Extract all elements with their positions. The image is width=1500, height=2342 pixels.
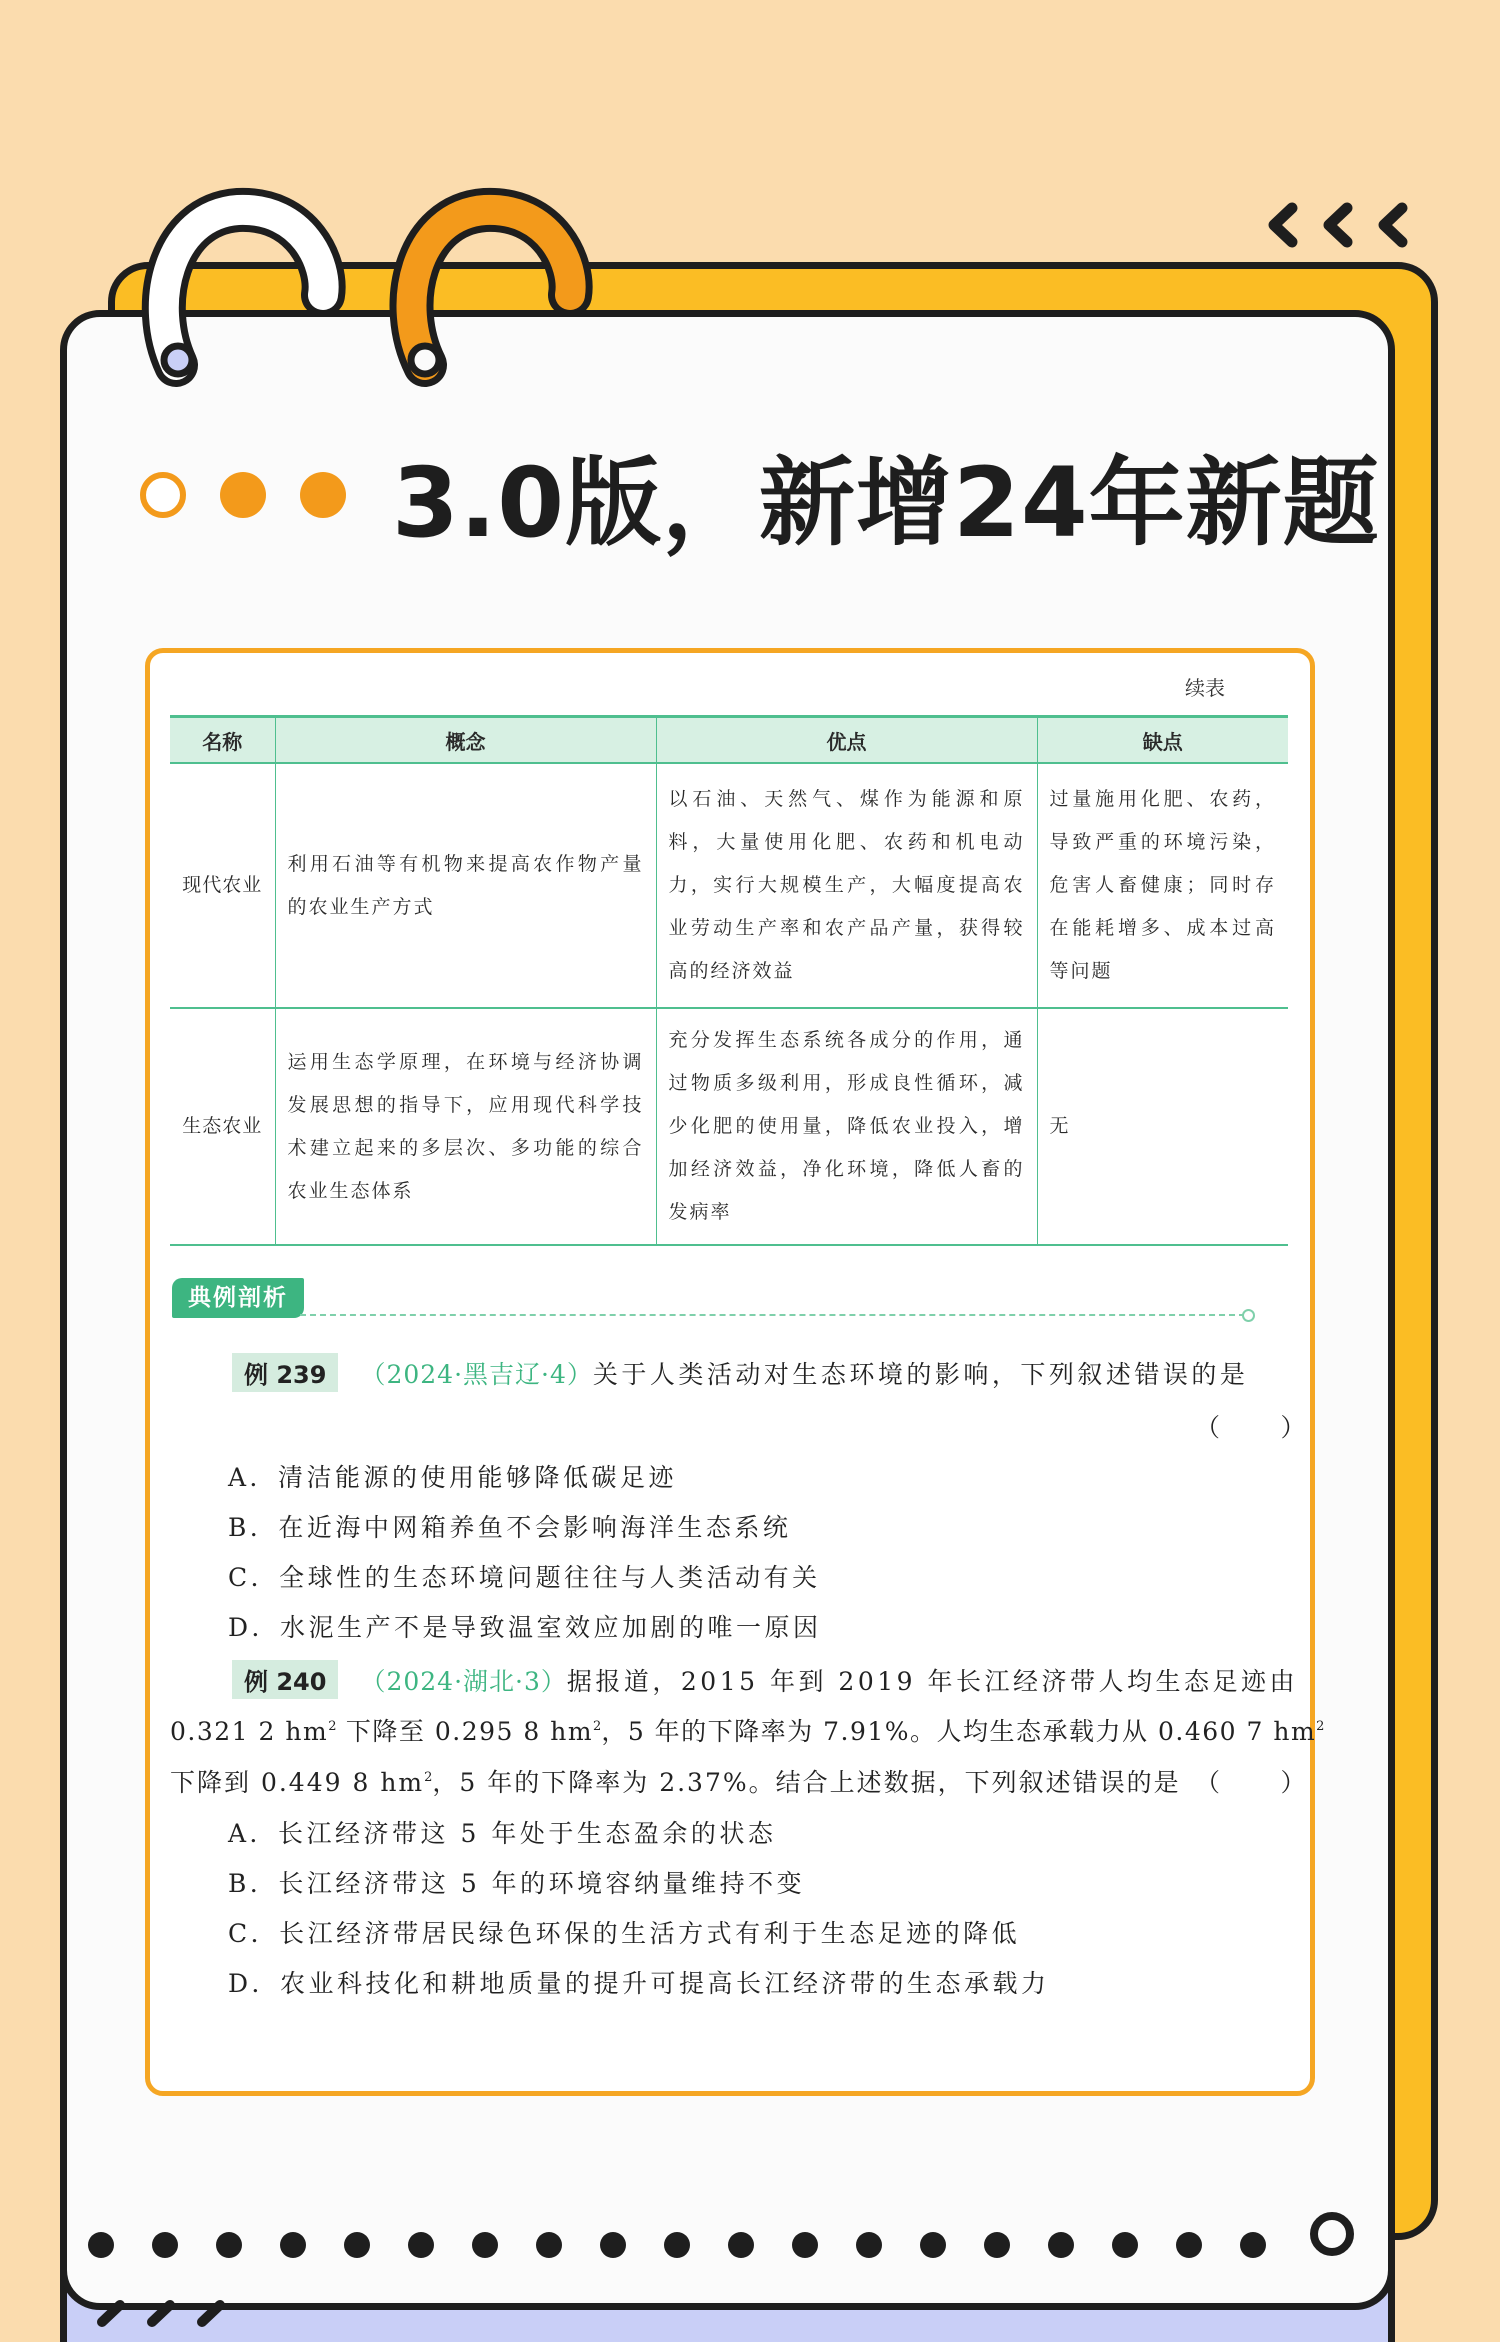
binder-dot-icon (920, 2232, 946, 2258)
binder-dot-icon (728, 2232, 754, 2258)
ex240-option-b: B．长江经济带这 5 年的环境容纳量维持不变 (228, 1869, 806, 1898)
binder-dot-icon (1176, 2232, 1202, 2258)
circle-filled-icon (300, 472, 346, 518)
section-tag: 典例剖析 (172, 1278, 304, 1318)
binder-hole-icon (1310, 2212, 1354, 2256)
ex240-q2c: ，5 年的下降率为 7.91%。人均生态承载力从 0.460 7 hm (601, 1717, 1317, 1746)
binder-dot-icon (792, 2232, 818, 2258)
ex239-option-c: C．全球性的生态环境问题往往与人类活动有关 (228, 1563, 821, 1592)
ex240-q3a: 下降到 0.449 8 hm (170, 1768, 425, 1797)
circle-outline-icon (140, 472, 186, 518)
ex240-option-a: A．长江经济带这 5 年处于生态盈余的状态 (228, 1819, 777, 1848)
cell-name: 生态农业 (170, 1008, 275, 1245)
cell-disadvantages: 过量施用化肥、农药，导致严重的环境污染，危害人畜健康；同时存在能耗增多、成本过高等问题 (1037, 763, 1288, 1008)
sup-2: 2 (424, 1770, 433, 1785)
ex239-question (232, 1353, 1248, 1392)
title-row (140, 425, 1380, 565)
sup-2: 2 (593, 1719, 602, 1734)
binder-dot-icon (1048, 2232, 1074, 2258)
binder-dot-icon (856, 2232, 882, 2258)
binder-dot-icon (216, 2232, 242, 2258)
ex239-label: 例 239 (232, 1353, 338, 1392)
page-title: 3.0版，新增24年新题 (392, 446, 1380, 559)
cell-advantages: 以石油、天然气、煤作为能源和原料，大量使用化肥、农药和机电动力，实行大规模生产，大幅度提高农业劳动生产率和农产品产量，获得较高的经济效益 (656, 763, 1037, 1008)
cell-name: 现代农业 (170, 763, 275, 1008)
ex240-q2b: 下降至 0.295 8 hm (336, 1717, 594, 1746)
ex240-question-line1 (232, 1660, 1298, 1699)
ex239-option-d: D．水泥生产不是导致温室效应加剧的唯一原因 (228, 1613, 822, 1642)
chevrons-icon (1262, 200, 1422, 250)
binder-dot-icon (1240, 2232, 1266, 2258)
comparison-table (170, 715, 1288, 1246)
ex239-source: （2024·黑吉辽·4） (360, 1360, 593, 1389)
binder-dot-icon (536, 2232, 562, 2258)
ex239-blank: （ ） (1195, 1413, 1310, 1442)
ex239-question-text: 关于人类活动对生态环境的影响，下列叙述错误的是 (592, 1360, 1249, 1389)
header-disadvantages: 缺点 (1037, 717, 1288, 764)
binder-dots (88, 2222, 1348, 2262)
ex240-q3b: ，5 年的下降率为 2.37%。结合上述数据，下列叙述错误的是 (432, 1768, 1181, 1797)
continued-label: 续表 (1185, 676, 1225, 700)
ex240-option-c: C．长江经济带居民绿色环保的生活方式有利于生态足迹的降低 (228, 1919, 1021, 1948)
ex240-q1: 据报道，2015 年到 2019 年长江经济带人均生态足迹由 (566, 1667, 1298, 1696)
binder-dot-icon (664, 2232, 690, 2258)
sup-2: 2 (328, 1719, 337, 1734)
table-header-row (170, 717, 1288, 764)
binder-ring-orange-icon (365, 185, 595, 395)
circle-filled-icon (220, 472, 266, 518)
header-advantages: 优点 (656, 717, 1037, 764)
table-row (170, 763, 1288, 1008)
ex240-q2a: 0.321 2 hm (170, 1717, 329, 1746)
ex239-option-b: B．在近海中网箱养鱼不会影响海洋生态系统 (228, 1513, 792, 1542)
ex240-question-line2 (170, 1712, 1324, 1748)
chevrons-bottom-icon (90, 2300, 250, 2330)
ex240-source: （2024·湖北·3） (360, 1667, 567, 1696)
binder-dot-icon (600, 2232, 626, 2258)
table-row (170, 1008, 1288, 1245)
ex239-option-a: A．清洁能源的使用能够降低碳足迹 (228, 1463, 678, 1492)
binder-dot-icon (344, 2232, 370, 2258)
header-name: 名称 (170, 717, 275, 764)
binder-ring-white-icon (128, 185, 348, 395)
binder-dot-icon (1112, 2232, 1138, 2258)
binder-dot-icon (984, 2232, 1010, 2258)
section-divider (300, 1314, 1245, 1316)
binder-dot-icon (408, 2232, 434, 2258)
binder-dot-icon (472, 2232, 498, 2258)
divider-end-icon (1242, 1309, 1255, 1322)
ex240-option-d: D．农业科技化和耕地质量的提升可提高长江经济带的生态承载力 (228, 1969, 1050, 1998)
header-concept: 概念 (275, 717, 656, 764)
sup-2: 2 (1316, 1719, 1325, 1734)
cell-concept: 运用生态学原理，在环境与经济协调发展思想的指导下，应用现代科学技术建立起来的多层次、多功能的综合农业生态体系 (275, 1008, 656, 1245)
cell-advantages: 充分发挥生态系统各成分的作用，通过物质多级利用，形成良性循环，减少化肥的使用量，降低农业投入，增加经济效益，净化环境，降低人畜的发病率 (656, 1008, 1037, 1245)
cell-concept: 利用石油等有机物来提高农作物产量的农业生产方式 (275, 763, 656, 1008)
binder-dot-icon (88, 2232, 114, 2258)
ex240-question-line3 (170, 1763, 1181, 1799)
cell-disadvantages: 无 (1037, 1008, 1288, 1245)
binder-dot-icon (152, 2232, 178, 2258)
binder-dot-icon (280, 2232, 306, 2258)
ex240-label: 例 240 (232, 1660, 338, 1699)
ex240-blank: （ ） (1195, 1768, 1310, 1797)
